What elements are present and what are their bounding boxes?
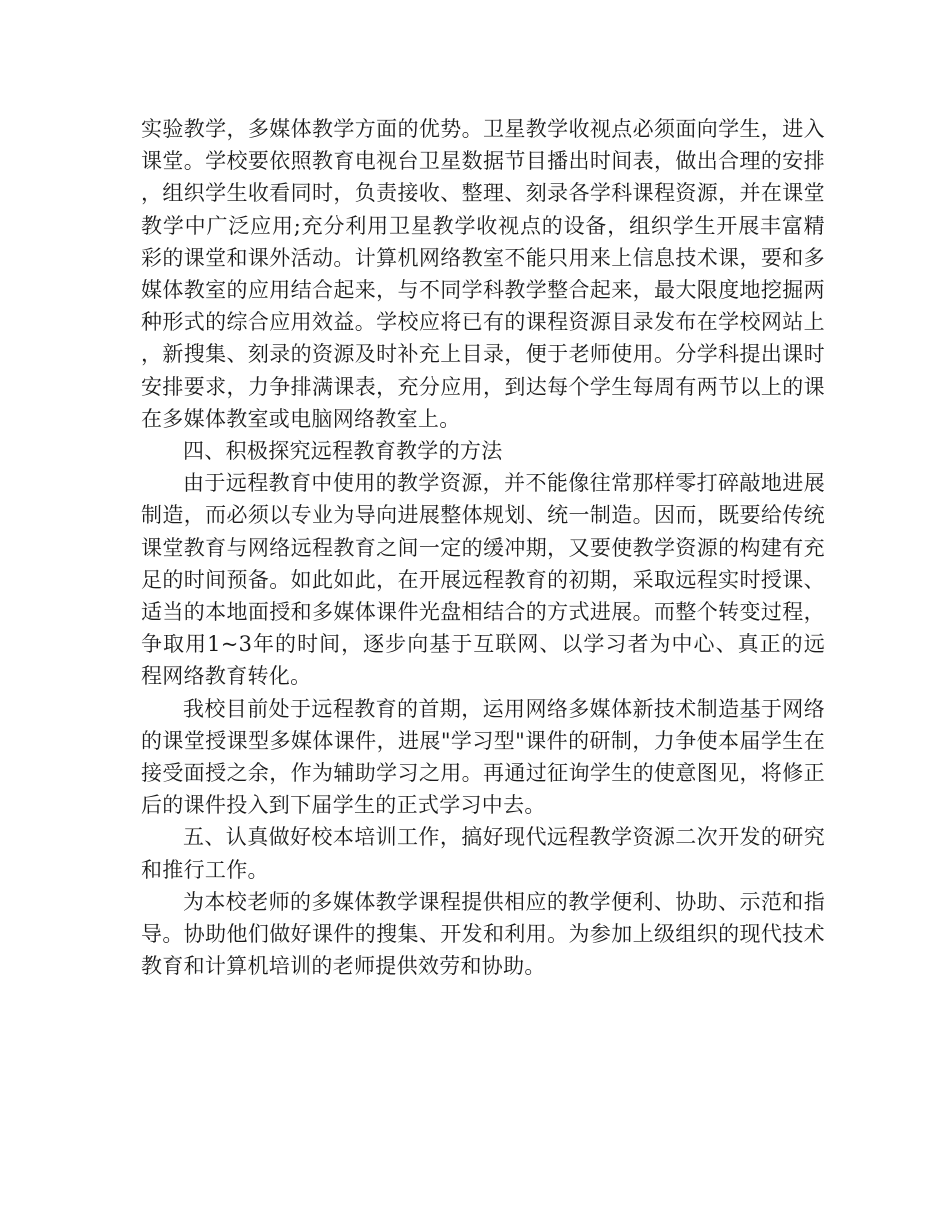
section-heading-five: 五、认真做好校本培训工作，搞好现代远程教学资源二次开发的研究和推行工作。 (141, 825, 825, 882)
section-heading-four: 四、积极探究远程教育教学的方法 (183, 439, 503, 464)
paragraph-teacher-support: 为本校老师的多媒体教学课程提供相应的教学便利、协助、示范和指导。协助他们做好课件的搜集、开发和利用。为参加上级组织的现代技术教育和计算机培训的老师提供效劳和协助。 (141, 889, 825, 979)
paragraph-remote-resources: 由于远程教育中使用的教学资源，并不能像往常那样零打碎敲地进展制造，而必须以专业为导向进展整体规划、统一制造。因而，既要给传统课堂教育与网络远程教育之间一定的缓冲期，又要使教学资源的构建有充足的时间预备。如此如此，在开展远程教育的初期，采取远程实时授课、适当的本地面授和多媒体课件光盘相结合的方式进展。而整个转变过程，争取用1~3年的时间，逐步向基于互联网、以学习者为中心、真正的远程网络教育转化。 (141, 471, 825, 689)
document-body (141, 113, 825, 982)
paragraph-first-phase: 我校目前处于远程教育的首期，运用网络多媒体新技术制造基于网络的课堂授课型多媒体课件，进展"学习型"课件的研制，力争使本届学生在接受面授之余，作为辅助学习之用。再通过征询学生的使意图见，将修正后的课件投入到下届学生的正式学习中去。 (141, 696, 825, 818)
paragraph-continuation: 实验教学，多媒体教学方面的优势。卫星教学收视点必须面向学生，进入课堂。学校要依照教育电视台卫星数据节目播出时间表，做出合理的安排，组织学生收看同时，负责接收、整理、刻录各学科课程资源，并在课堂教学中广泛应用;充分利用卫星教学收视点的设备，组织学生开展丰富精彩的课堂和课外活动。计算机网络教室不能只用来上信息技术课，要和多媒体教室的应用结合起来，与不同学科教学整合起来，最大限度地挖掘两种形式的综合应用效益。学校应将已有的课程资源目录发布在学校网站上，新搜集、刻录的资源及时补充上目录，便于老师使用。分学科提出课时安排要求，力争排满课表，充分应用，到达每个学生每周有两节以上的课在多媒体教室或电脑网络教室上。 (141, 117, 825, 431)
